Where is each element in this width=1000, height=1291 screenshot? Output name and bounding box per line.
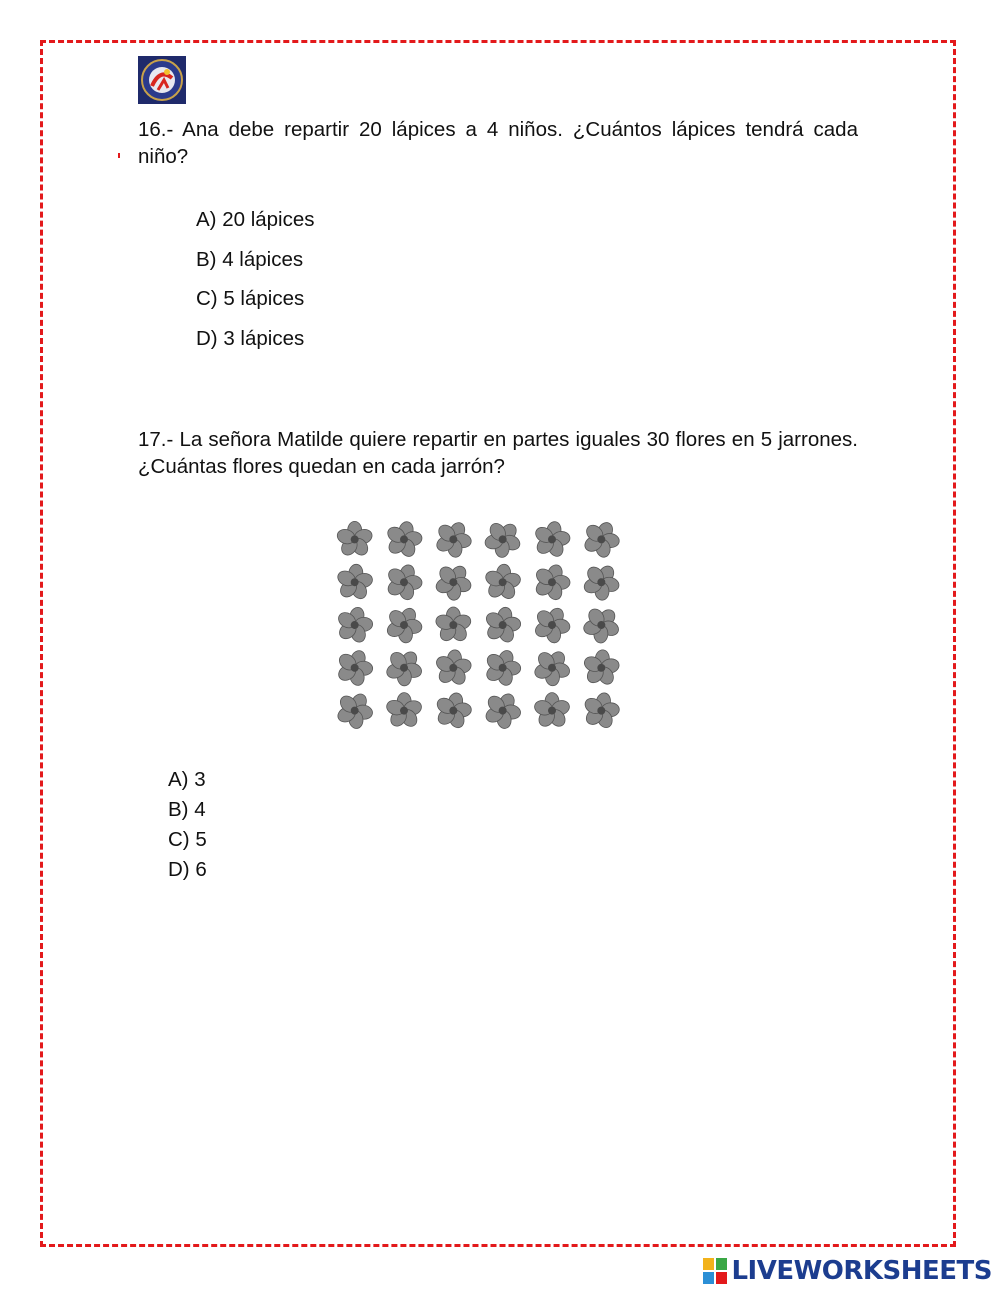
flower-icon (529, 518, 574, 562)
question-16-option-b[interactable]: B) 4 lápices (196, 247, 304, 271)
flower-icon (575, 599, 626, 652)
flower-icon (580, 648, 622, 689)
flower-icon (477, 686, 528, 732)
liveworksheets-brand (703, 1256, 992, 1286)
school-logo-icon (138, 56, 186, 104)
brand-name: LIVEWORKSHEETS (731, 1256, 992, 1286)
question-17-option-a[interactable]: A) 3 (168, 768, 206, 791)
flower-icon (333, 562, 376, 603)
question-16-options (196, 206, 315, 364)
question-16-option-d[interactable]: D) 3 lápices (196, 326, 305, 350)
flower-icon (430, 688, 476, 732)
liveworksheets-logo-icon (703, 1258, 727, 1284)
flower-icon (480, 603, 526, 647)
flower-icon (576, 518, 626, 564)
flower-icon (330, 686, 380, 732)
flower-icon (432, 648, 475, 689)
flower-icon (575, 557, 626, 609)
question-17-stem: 17.- La señora Matilde quiere repartir en partes iguales 30 flores en 5 jarrones. ¿Cuántas flores quedan en cada jarrón? (138, 428, 858, 478)
question-16-option-a[interactable]: A) 20 lápices (196, 208, 315, 231)
flower-icon (331, 603, 377, 648)
question-16-stem: 16.- Ana debe repartir 20 lápices a 4 niños. ¿Cuántos lápices tendrá cada niño? (138, 118, 858, 168)
flower-icon (378, 600, 429, 650)
flower-icon (434, 607, 473, 644)
flower-icon (526, 642, 578, 694)
flower-icon (476, 518, 529, 566)
flower-icon (427, 557, 479, 609)
flower-icon (428, 518, 479, 565)
flower-icon (578, 689, 624, 732)
flower-icon (482, 562, 524, 603)
flower-icon (384, 692, 423, 729)
flower-icon (335, 521, 374, 558)
question-16-option-c[interactable]: C) 5 lápices (196, 287, 305, 311)
question-17-options (168, 767, 207, 887)
red-mark (118, 153, 120, 158)
question-17-option-b[interactable]: B) 4 (168, 798, 206, 821)
flower-icon (378, 642, 430, 694)
flower-icon (533, 693, 572, 730)
flower-icon (330, 644, 379, 692)
flowers-grid (330, 518, 626, 732)
question-17-option-d[interactable]: D) 6 (168, 858, 207, 881)
flower-icon (526, 600, 577, 650)
flower-icon (478, 644, 527, 692)
flower-icon (528, 559, 576, 606)
flower-icon (379, 559, 428, 607)
question-17-option-c[interactable]: C) 5 (168, 828, 207, 851)
flower-icon (381, 518, 427, 562)
